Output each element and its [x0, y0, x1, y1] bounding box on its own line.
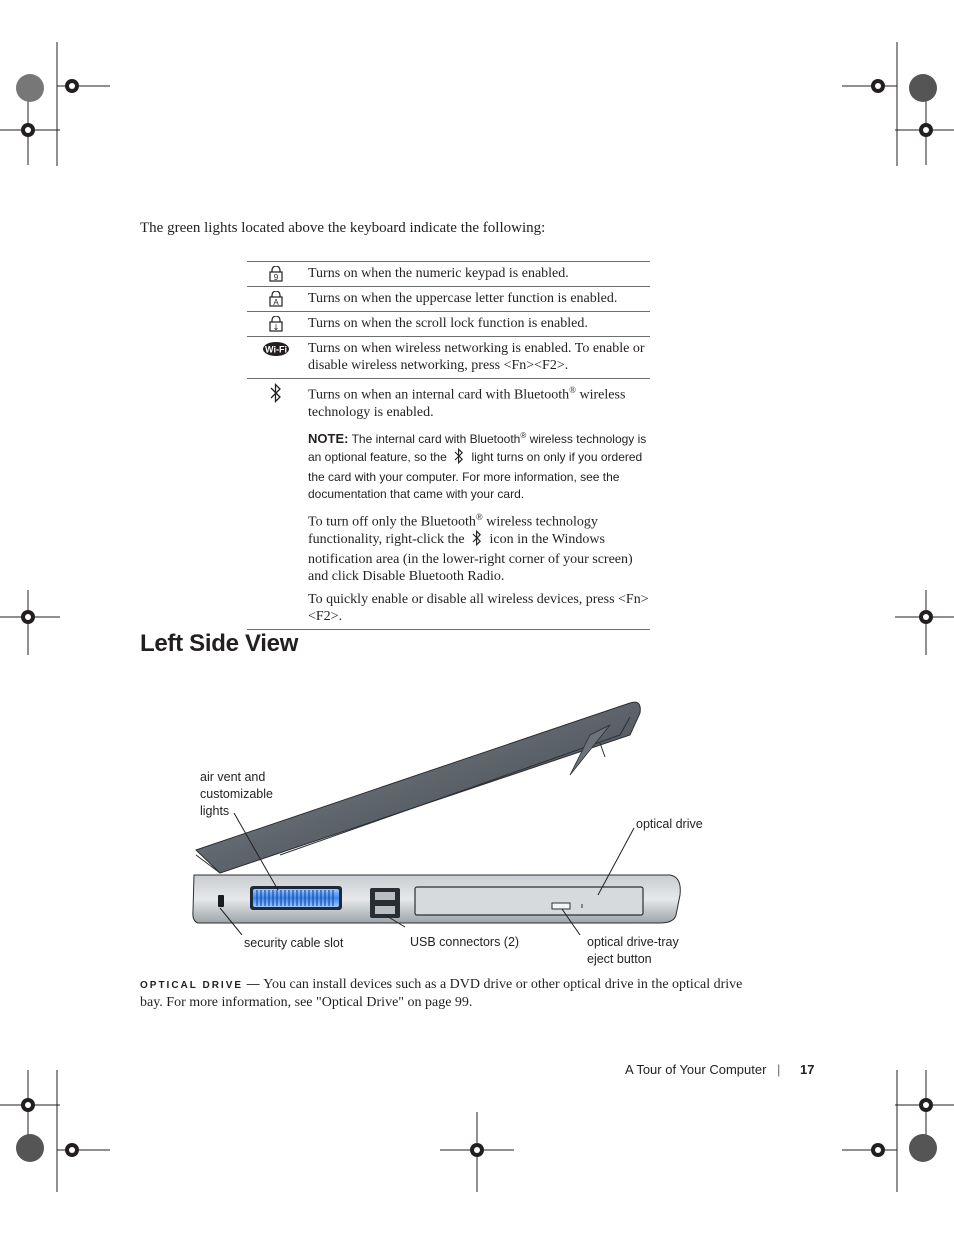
- num-lock-icon: [269, 266, 283, 282]
- eject-button-callout: optical drive-tray eject button: [587, 935, 679, 966]
- note: NOTE: The internal card with Bluetooth® wireless technology is an optional feature, so the light turns on only if you ordered the card with your computer. For more information, see the documentation that came with your card.: [308, 430, 647, 501]
- term-label: OPTICAL DRIVE: [140, 980, 244, 991]
- optical-drive-callout: optical drive: [636, 817, 703, 831]
- table-row: [247, 336, 650, 378]
- bluetooth-icon: [472, 530, 482, 546]
- usb-connectors-callout: USB connectors (2): [410, 935, 520, 949]
- svg-text:Wi-Fi: Wi-Fi: [264, 344, 287, 355]
- scroll-lock-icon: [269, 316, 283, 332]
- bluetooth-icon: [454, 448, 464, 464]
- caps-lock-icon: [269, 291, 283, 307]
- svg-text:A: A: [272, 298, 279, 307]
- table-row: [247, 261, 650, 286]
- page-number: 17: [800, 1062, 815, 1077]
- footer-separator: |: [777, 1062, 781, 1077]
- optical-drive-description: OPTICAL DRIVE — You can install devices such as a DVD drive or other optical drive in the optical drive bay. For more information, see "Optical Drive" on page 99.: [140, 976, 743, 1010]
- svg-text:↓: ↓: [272, 323, 279, 332]
- lights-table: [247, 261, 650, 630]
- bluetooth-description: Turns on when an internal card with Bluetooth® wireless technology is enabled. NOTE: The internal card with Bluetooth® wireless technology is an optional feature, so the light turns on only if you ordered the card with your computer. For more information, see the documentation that came with your card. To turn off only the Bluetooth® wireless technology functionality, right-click the icon in the Windows notification area (in the lower-right corner of your screen) and click Disable Bluetooth Radio. To quickly enable or disable all wireless devices, press <Fn><F2>.: [308, 385, 649, 625]
- table-row: [247, 378, 650, 630]
- num-lock-description: Turns on when the numeric keypad is enabled.: [308, 266, 569, 281]
- table-row: [247, 311, 650, 336]
- wifi-description: Turns on when wireless networking is enabled. To enable or disable wireless networking, press <Fn><F2>.: [308, 341, 645, 373]
- scroll-lock-description: Turns on when the scroll lock function is enabled.: [308, 316, 588, 331]
- bluetooth-icon: [270, 383, 282, 403]
- table-row: [247, 286, 650, 311]
- section-title: Left Side View: [140, 630, 299, 657]
- caps-lock-description: Turns on when the uppercase letter function is enabled.: [308, 291, 618, 306]
- air-vent-callout: air vent and customizable lights: [200, 770, 273, 818]
- disable-bluetooth-radio-label: Disable Bluetooth Radio: [362, 569, 501, 585]
- footer-chapter: A Tour of Your Computer: [625, 1062, 767, 1077]
- wifi-icon: [262, 341, 290, 357]
- svg-text:9: 9: [273, 273, 278, 282]
- intro-text: The green lights located above the keyboard indicate the following:: [140, 220, 546, 236]
- security-cable-slot-callout: security cable slot: [244, 936, 344, 950]
